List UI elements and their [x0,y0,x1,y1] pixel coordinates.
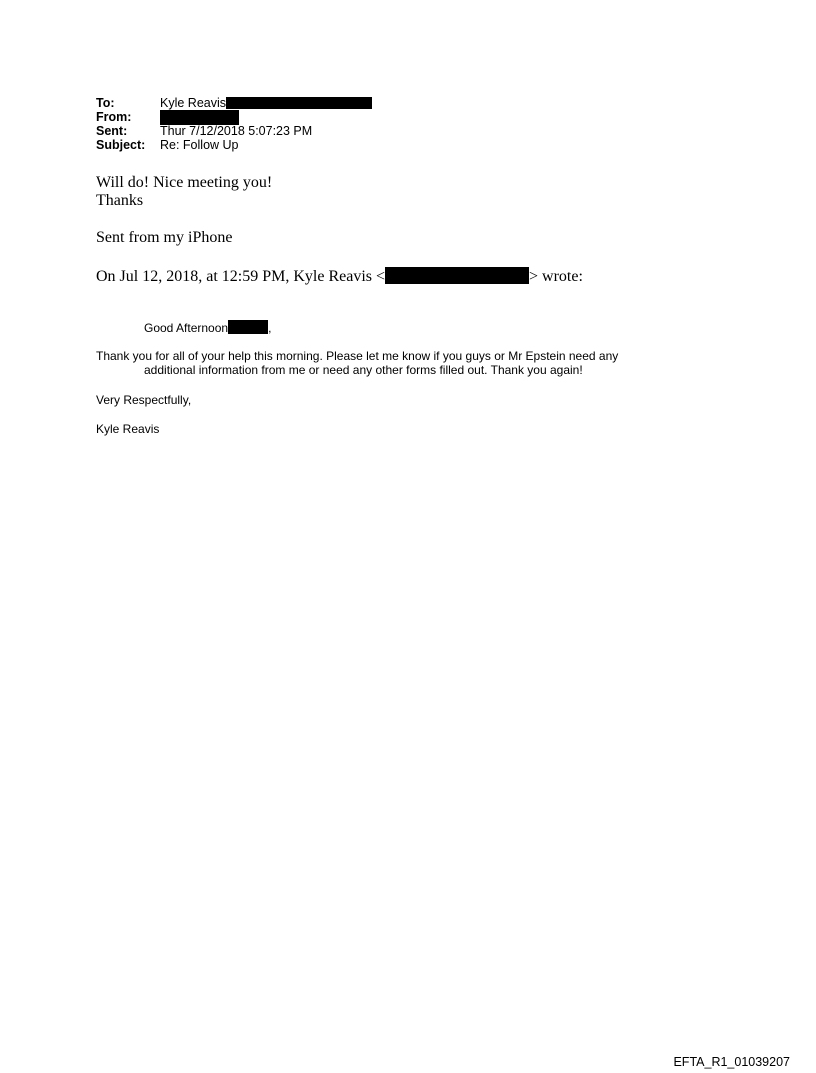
subject-label: Subject: [96,138,146,152]
quote-intro [96,267,583,286]
redaction-block [385,267,529,284]
signature-line: Sent from my iPhone [96,229,233,246]
quote-intro-before: On Jul 12, 2018, at 12:59 PM, Kyle Reavis < [96,268,386,285]
to-label: To: [96,96,115,110]
paragraph-line: Thank you for all of your help this morning. Please let me know if you guys or Mr Epstein need any [96,349,619,363]
quote-intro-line [96,267,583,286]
redaction-block [160,110,239,125]
sent-value: Thur 7/12/2018 5:07:23 PM [160,124,313,138]
reply-line: Will do! Nice meeting you! [96,174,273,191]
redaction-block [228,320,268,334]
closing-line: Very Respectfully, [96,393,192,407]
to-name: Kyle Reavis [160,96,226,110]
from-label: From: [96,110,132,124]
paragraph-line: additional information from me or need any other forms filled out. Thank you again! [144,363,583,377]
from-value [160,110,239,125]
quoted-greeting [144,320,271,335]
reply-body [96,174,272,210]
redaction-block [226,97,372,109]
quoted-sender [96,422,159,436]
subject-value: Re: Follow Up [160,138,239,152]
greeting-punct: , [268,321,272,335]
quote-intro-after: > wrote: [529,268,583,285]
sender-line: Kyle Reavis [96,422,160,436]
quoted-paragraph [96,349,618,377]
greeting-text: Good Afternoon [144,321,229,335]
quoted-closing [96,393,191,407]
to-value [160,96,372,110]
reply-line: Thanks [96,192,144,209]
sent-label: Sent: [96,124,128,138]
document-id: EFTA_R1_01039207 [673,1055,790,1069]
mobile-signature [96,229,232,247]
